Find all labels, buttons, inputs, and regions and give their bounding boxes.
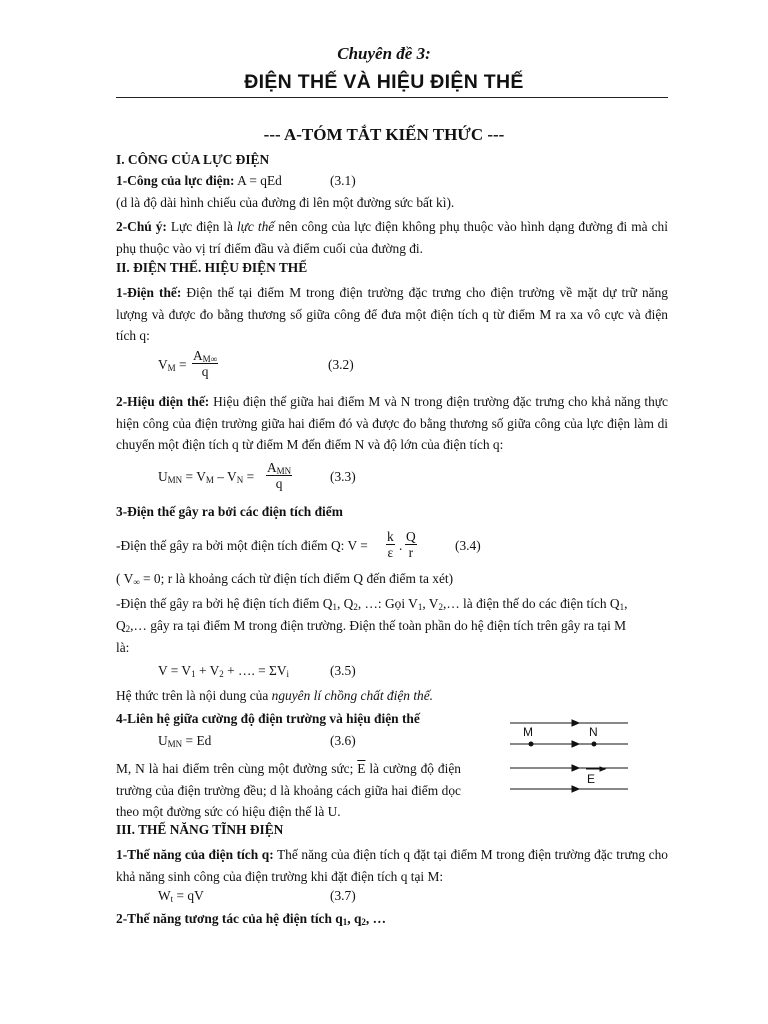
potential-energy-paragraph — [116, 844, 668, 887]
sys2-s1: 2 — [125, 624, 131, 634]
section-1-heading: I. CÔNG CỦA LỰC ĐIỆN — [116, 152, 270, 167]
eq-3-2-numerator — [192, 348, 218, 364]
arrow-right-icon — [572, 765, 579, 771]
eq-3-3-denominator: q — [275, 476, 283, 491]
eq-3-3-fraction — [266, 460, 292, 492]
eq-3-5 — [158, 663, 289, 679]
eq-3-5-c: + …. = ΣV — [227, 663, 287, 678]
eq-3-5-s2: 2 — [219, 669, 224, 679]
eq-3-2-v: V — [158, 357, 168, 372]
eq-3-2-fraction — [192, 348, 218, 380]
field-voltage-heading: 4-Liên hệ giữa cường độ điện trường và hiệu điện thế — [116, 711, 420, 726]
field-text-2: điện trường của điện trường đều; d là khoảng cách giữa hai — [116, 761, 461, 798]
voltage-paragraph — [116, 391, 668, 456]
sys-a: -Điện thế gây ra bởi hệ điện tích điểm Q — [116, 596, 333, 611]
potential-text: Điện thế tại điểm M trong điện trường đặc trưng cho điện trường về mặt dự trữ năng lượng và được đo bằng thương số giữa công để đưa một điện tích q từ điểm M ra xa vô cực và điện tích q: — [116, 285, 669, 343]
note-text-a: Lực điện là — [170, 219, 233, 234]
eq-3-4-fraction-k — [386, 529, 395, 561]
point-charge-heading: 3-Điện thế gây ra bởi các điện tích điểm — [116, 504, 343, 519]
eq-3-2-equals: = — [179, 357, 187, 372]
eq-number-3-5: (3.5) — [330, 663, 356, 678]
sys-s3: 1 — [417, 602, 423, 612]
eq-3-2-a-sub: M∞ — [202, 354, 218, 364]
field-voltage-text — [116, 758, 461, 823]
sys2-a: Q — [116, 618, 126, 633]
infinity-note-rest: = 0; r là khoảng cách từ điện tích điểm Q đến điểm ta xét) — [143, 571, 454, 586]
interaction-s1: 1 — [342, 917, 348, 927]
point-n-dot — [592, 742, 596, 746]
eq-3-4-q: Q — [406, 529, 416, 544]
potential-paragraph — [116, 282, 668, 347]
eq-3-3-u-sub: MN — [167, 475, 183, 485]
field-text-3: điểm dọc theo một đường sức có hiệu điện thế là U. — [116, 782, 461, 819]
eq-number-3-1: (3.1) — [330, 173, 356, 188]
eq-3-2-a: A — [193, 348, 203, 363]
eq-3-3-vn-sub: N — [236, 475, 244, 485]
eq-3-7-rest: = qV — [176, 888, 204, 903]
eq-number-3-7: (3.7) — [330, 888, 356, 903]
sys-s2: 2 — [353, 602, 358, 612]
interaction-b: , q — [347, 911, 362, 926]
chapter-label: Chuyên đề 3: — [337, 44, 431, 63]
eq-3-2-denominator: q — [201, 364, 209, 379]
work-formula-line — [116, 173, 282, 189]
eq-3-7 — [158, 888, 204, 904]
voltage-label: 2-Hiệu điện thế: — [116, 394, 210, 409]
eq-3-6 — [158, 733, 211, 749]
superposition-line — [116, 688, 433, 704]
sys2-b: ,… gây ra tại điểm M trong điện trường. Điện thế toàn phần do hệ điện tích trên gây ra tại M — [130, 618, 627, 633]
note-text-b: nên công của lực điện không phụ thuộc vào hình dạng đường đi mà chỉ phụ thuộc vào vị trí điểm đầu và điểm cuối của đường đi. — [116, 219, 668, 256]
sys-e: ,… là điện thế do các điện tích Q — [442, 596, 620, 611]
eq-3-2-v-sub: M — [167, 363, 176, 373]
sys-c: , …: Gọi V — [357, 596, 418, 611]
potential-energy-text: Thế năng của điện tích q đặt tại điểm M trong điện trường đặc trưng cho khả năng sinh công của điện trường khi đặt điện tích q tại M: — [116, 847, 669, 884]
interaction-energy-heading — [116, 911, 386, 927]
work-note: (d là độ dài hình chiếu của đường đi lên một đường sức bất kì). — [116, 195, 455, 210]
eq-number-3-6: (3.6) — [330, 733, 356, 748]
eq-3-4-k: k — [387, 529, 394, 544]
potential-label: 1-Điện thế: — [116, 285, 182, 300]
page-title: ĐIỆN THẾ VÀ HIỆU ĐIỆN THẾ — [244, 71, 524, 93]
sys-s1: 1 — [332, 602, 337, 612]
eq-3-4-dot: . — [399, 538, 403, 553]
section-3-heading: III. THẾ NĂNG TĨNH ĐIỆN — [116, 822, 284, 837]
eq-3-3-vm: = V — [185, 469, 206, 484]
diagram-label-e: E — [587, 772, 596, 786]
potential-energy-label: 1-Thế năng của điện tích q: — [116, 847, 274, 862]
note-paragraph — [116, 216, 668, 259]
field-text-1b: là cường độ — [369, 761, 434, 776]
eq-3-6-sub: MN — [167, 739, 183, 749]
voltage-text: Hiệu điện thế giữa hai điểm M và N trong điện trường đặc trưng cho khả năng thực hiện công của điện trường giữa hai điểm đó và được đo bằng thương số giữa công của lực điện làm di chuyển một điện tích q từ điểm M đến điểm N và độ lớn của điện tích q: — [116, 394, 668, 452]
arrow-right-icon — [572, 786, 579, 792]
note-label: 2-Chú ý: — [116, 219, 167, 234]
eq-3-3-numerator — [266, 460, 292, 476]
work-formula: A = qEd — [237, 173, 282, 188]
point-m-dot — [529, 742, 533, 746]
eq-3-5-s1: 1 — [191, 669, 196, 679]
sys-d: , V — [422, 596, 439, 611]
section-a-heading: --- A-TÓM TẮT KIẾN THỨC --- — [263, 125, 505, 144]
eq-3-2-lhs — [158, 357, 187, 373]
infinity-note — [116, 571, 453, 587]
infinity-note-sub: ∞ — [133, 577, 140, 587]
eq-3-3-u: U — [158, 469, 168, 484]
eq-3-3-a: A — [267, 460, 277, 475]
eq-3-4-epsilon: ε — [387, 545, 394, 560]
eq-3-3-vm-sub: M — [205, 475, 214, 485]
eq-3-3-equals: = — [246, 469, 255, 484]
interaction-s2: 2 — [361, 917, 366, 927]
eq-3-7-w: W — [158, 888, 171, 903]
work-formula-label: 1-Công của lực điện: — [116, 173, 235, 188]
sys-f: , — [624, 596, 628, 611]
eq-3-4-fraction-q — [405, 529, 417, 561]
superposition-italic: nguyên lí chồng chất điện thế. — [271, 688, 434, 703]
note-text-italic: lực thế — [236, 219, 275, 234]
eq-3-3-vn: – V — [217, 469, 237, 484]
eq-number-3-2: (3.2) — [328, 357, 354, 372]
eq-3-3-a-sub: MN — [276, 466, 292, 476]
eq-number-3-3: (3.3) — [330, 469, 356, 484]
diagram-label-n: N — [589, 725, 598, 739]
diagram-label-m: M — [523, 725, 533, 739]
sys-b: , Q — [336, 596, 354, 611]
eq-3-5-b: + V — [198, 663, 220, 678]
superposition-text: Hệ thức trên là nội dung của — [116, 688, 269, 703]
eq-3-3-lhs — [158, 469, 254, 485]
interaction-c: , … — [365, 911, 386, 926]
sys-s4: 2 — [438, 602, 443, 612]
eq-3-7-sub: t — [170, 894, 174, 904]
interaction-a: 2-Thế năng tương tác của hệ điện tích q — [116, 911, 343, 926]
eq-number-3-4: (3.4) — [455, 538, 481, 553]
point-charge-line: -Điện thế gây ra bởi một điện tích điểm Q: V = — [116, 538, 368, 553]
eq-3-5-a: V = V — [158, 663, 192, 678]
infinity-note-v: ( V — [116, 571, 134, 586]
eq-3-5-s3: i — [286, 669, 290, 679]
field-vector-e: $\overline{E}$ — [357, 761, 366, 776]
eq-3-6-u: U — [158, 733, 168, 748]
system-charges-line-2 — [116, 618, 626, 634]
arrow-right-icon — [572, 720, 579, 726]
arrow-right-icon — [572, 741, 579, 747]
field-text-1: M, N là hai điểm trên cùng một đường sức; — [116, 761, 354, 776]
system-charges-line-1 — [116, 596, 627, 612]
eq-3-6-rest: = Ed — [185, 733, 212, 748]
system-charges-line-3: là: — [116, 640, 130, 655]
sys-s5: 1 — [619, 602, 625, 612]
section-2-heading: II. ĐIỆN THẾ. HIỆU ĐIỆN THẾ — [116, 260, 308, 275]
title-divider — [116, 97, 668, 98]
eq-3-4-r: r — [408, 545, 414, 560]
